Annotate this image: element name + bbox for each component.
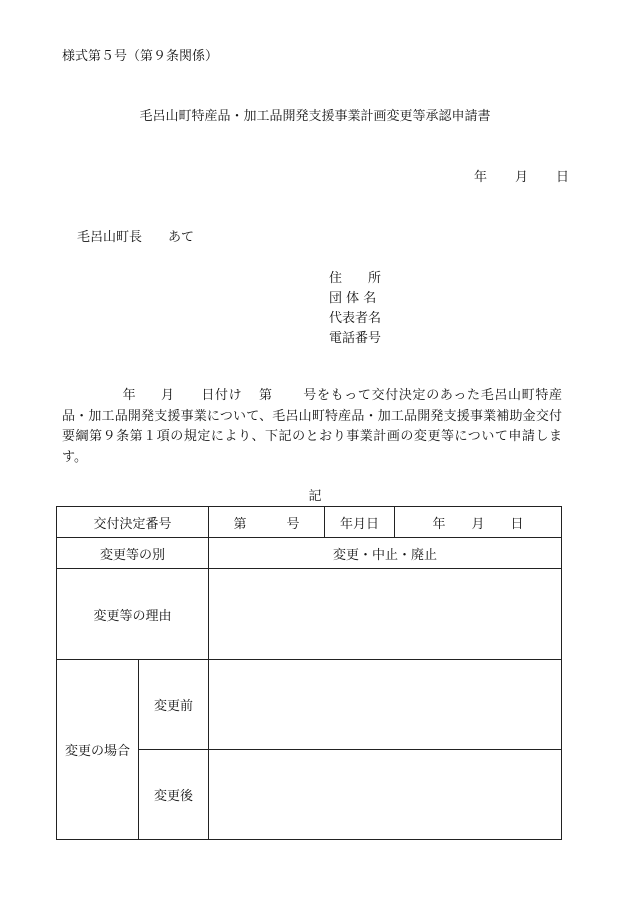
date-line — [474, 171, 569, 184]
change-before-label: 変更前 — [139, 660, 209, 750]
applicant-phone-label: 電話番号 — [329, 331, 382, 346]
change-before-field[interactable] — [209, 660, 562, 750]
change-after-field[interactable] — [209, 750, 562, 840]
body-dated: 日付け — [200, 388, 243, 403]
decision-number-label: 交付決定番号 — [57, 507, 209, 538]
decision-date-label: 年月日 — [325, 507, 395, 538]
change-reason-label: 変更等の理由 — [57, 569, 209, 660]
date-year-label: 年 — [474, 170, 488, 185]
document-title: 毛呂山町特産品・加工品開発支援事業計画変更等承認申請書 — [139, 109, 491, 124]
application-body-text — [62, 386, 562, 468]
addressee — [77, 231, 194, 244]
table-row-change-reason — [57, 569, 562, 660]
application-table — [56, 506, 562, 840]
applicant-block — [329, 269, 381, 349]
body-number-prefix: 第 — [258, 388, 273, 403]
change-case-label: 変更の場合 — [57, 660, 139, 840]
ki-marker: 記 — [308, 489, 322, 504]
change-type-options: 変更・中止・廃止 — [209, 538, 562, 569]
change-reason-field[interactable] — [209, 569, 562, 660]
table-row-change-type — [57, 538, 562, 569]
applicant-representative-label: 代表者名 — [329, 311, 382, 326]
body-year: 年 — [122, 388, 137, 403]
body-rest: 号をもって交付決定のあった毛呂山町特産品・加工品開発支援事業について、毛呂山町特産品・加工品開発支援事業補助金交付要綱第９条第１項の規定により、下記のとおり事業計画の変更等について申請します。 — [62, 388, 562, 465]
applicant-address-label: 住 所 — [329, 271, 382, 286]
date-day-label: 日 — [556, 170, 570, 185]
change-after-label: 変更後 — [139, 750, 209, 840]
form-number: 様式第５号（第９条関係） — [62, 49, 219, 64]
body-month: 月 — [160, 388, 175, 403]
addressee-suffix: あて — [168, 230, 195, 245]
change-type-label: 変更等の別 — [57, 538, 209, 569]
date-month-label: 月 — [515, 170, 529, 185]
decision-number-cell: 第 号 — [209, 507, 325, 538]
table-row-change-before — [57, 660, 562, 750]
table-row-decision-number — [57, 507, 562, 538]
addressee-name: 毛呂山町長 — [77, 230, 143, 245]
applicant-group-label: 団 体 名 — [329, 291, 377, 306]
decision-date-cell: 年 月 日 — [395, 507, 562, 538]
